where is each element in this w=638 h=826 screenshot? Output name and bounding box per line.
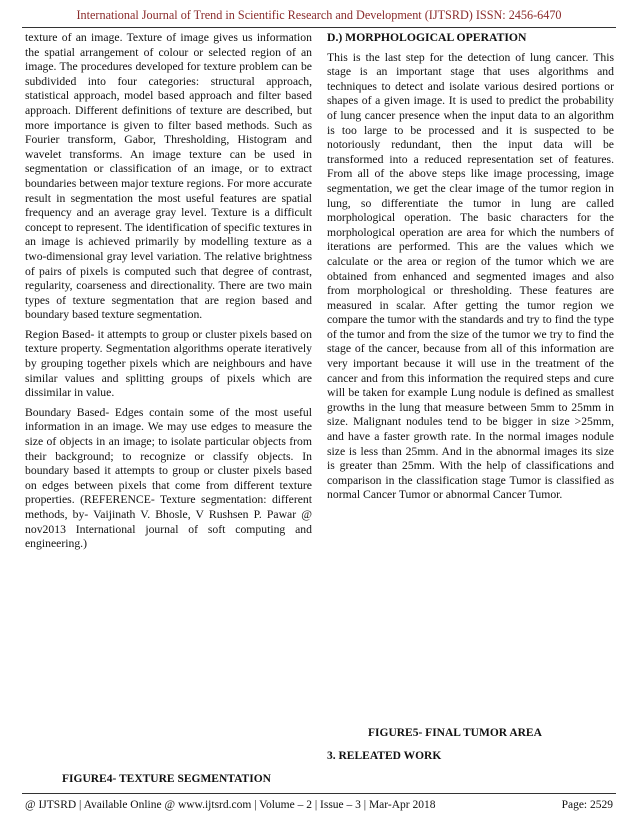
right-column — [327, 31, 614, 508]
boundary-based-paragraph: Boundary Based- Edges contain some of the most useful information in an image. We may use edges to measure the size of objects in an image; to isolate particular objects from their background; to recognize or classify objects. In boundary based it attempts to group or cluster pixels based on edges between pixels that come from different texture properties. (REFERENCE- Texture segmentation: different methods, by- Vaijinath V. Bhosle, V Rushsen P. Pawar @ nov2013 International journal of soft computing and engineering.) — [25, 405, 312, 551]
footer-publication-info: @ IJTSRD | Available Online @ www.ijtsrd.com | Volume – 2 | Issue – 3 | Mar-Apr 2018 — [25, 799, 436, 811]
figure5-caption: FIGURE5- FINAL TUMOR AREA — [368, 727, 542, 739]
left-column — [25, 31, 312, 557]
footer-divider — [22, 793, 616, 794]
related-work-heading: 3. RELEATED WORK — [327, 750, 442, 762]
region-based-paragraph: Region Based- it attempts to group or cluster pixels based on texture property. Segmentation algorithms operate iteratively by grouping together pixels which are neighbours and have similar values and splitting groups of pixels which are dissimilar in value. — [25, 327, 312, 400]
journal-header: International Journal of Trend in Scientific Research and Development (IJTSRD) ISSN: 2456-6470 — [76, 8, 562, 22]
texture-paragraph: texture of an image. Texture of image gives us information the spatial arrangement of colour or selected region of an image. The procedures developed for texture problem can be subdivided into four categories: structural approach, statistical approach, model based approach and filter based approach. Different definitions of texture are described, but more importance is given to filter based methods. Such as Fourier transform, Gabor, Thresholding, Histogram and wavelet transforms. An image texture can be used in segmentation or classification of an image, or to extract boundaries between major texture regions. For more accurate result in segmentation the most useful features are spatial frequency and an average gray level. Texture is a difficult concept to represent. The identification of specific textures in an image is achieved primarily by modelling texture as a two-dimensional gray level variation. The relative brightness of pairs of pixels is computed such that degree of contrast, regularity, coarseness and directionality. There are two main types of texture segmentation that are region based and boundary based texture segmentation. — [25, 31, 312, 322]
morphological-heading: D.) MORPHOLOGICAL OPERATION — [327, 31, 527, 44]
header-divider — [22, 27, 616, 28]
figure4-caption: FIGURE4- TEXTURE SEGMENTATION — [62, 773, 271, 785]
morphological-paragraph: This is the last step for the detection of lung cancer. This stage is an important stage that uses algorithms and techniques to detect and isolate various desired portions or shapes of a given image. It is used to predict the probability of lung cancer presence when the input data to an algorithm is too large to be processed and it is suspected to be notoriously redundant, then the input data will be transformed into a reduced representation set of features. From all of the above steps like image processing, image segmentation, we get the clear image of the tumor region in lung, so differentiate the tumor in lung are called morphological operation. The basic characters for the morphological operation are area for which the numbers of iterations are performed. This are the values which we calculate or the area or region of the tumor which we are obtained from enhanced and segmented images and also from morphological or thresholding. These features are measured in scalar. After getting the tumor region we compare the tumor with the standards and try to find the type of the tumor and from the size of the tumor we try to find the stage of the cancer, because from all of this information are very important because it will use in the treatment of the cancer and from this information the required steps and cure will be taken for example Lung nodule is defined as smallest growths in the lung that measure between 5mm to 25mm in size. Malignant nodules tend to be bigger in size >25mm, and have a faster growth rate. In the normal images nodule size is less than 25mm. And in the abnormal images its size is greater than 25mm. With the help of classifications and comparison in the classification stage Tumor is classified as normal Cancer Tumor or abnormal Cancer Tumor. — [327, 50, 614, 502]
page-number: Page: 2529 — [561, 799, 613, 811]
